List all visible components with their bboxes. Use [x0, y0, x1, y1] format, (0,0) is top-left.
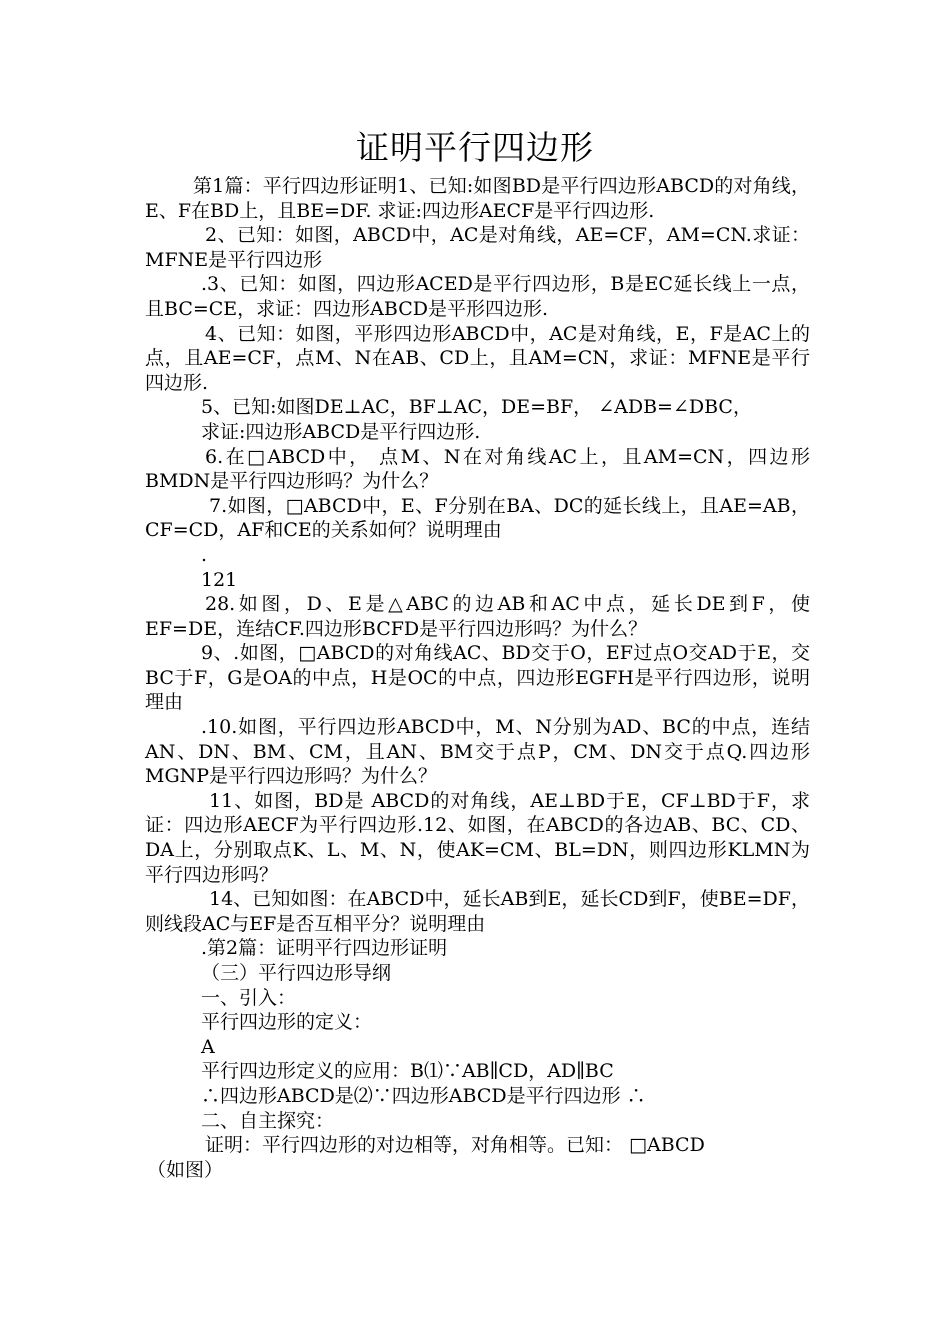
document-body — [145, 174, 810, 1182]
paragraph-3: .3、已知：如图，四边形ACED是平行四边形，B是EC延长线上一点，且BC=CE，求证：四边形ABCD是平形四边形. — [145, 273, 810, 320]
paragraph-19: 平行四边形的定义： — [201, 1011, 373, 1034]
paragraph-16: .第2篇：证明平行四边形证明 — [201, 937, 448, 960]
paragraph-9: . — [201, 543, 208, 566]
paragraph-4: 4、已知：如图，平形四边形ABCD中，AC是对角线，E，F是AC上的点，且AE=CF，点M、N在AB、CD上，且AM=CN，求证：MFNE是平行四边形. — [145, 322, 810, 394]
paragraph-12: 9、.如图，□ABCD的对角线AC、BD交于O，EF过点O交AD于E，交BC于F，G是OA的中点，H是OC的中点，四边形EGFH是平行四边形，说明理由 — [145, 642, 810, 714]
paragraph-17: （三）平行四边形导纲 — [201, 962, 392, 984]
paragraph-23: 二、自主探究： — [201, 1109, 335, 1132]
paragraph-24: 证明：平行四边形的对边相等，对角相等。已知： □ABCD — [205, 1134, 705, 1157]
document-title: 证明平行四边形 — [356, 128, 594, 167]
paragraph-21: 平行四边形定义的应用：B⑴∵AB∥CD，AD∥BC — [201, 1060, 614, 1083]
paragraph-11: 28.如图，D、E是△ABC的边AB和AC中点，延长DE到F，使EF=DE，连结CF.四边形BCFD是平行四边形吗？为什么？ — [145, 593, 810, 640]
paragraph-15: 14、已知如图：在ABCD中，延长AB到E，延长CD到F，使BE=DF，则线段AC与EF是否互相平分？说明理由 — [145, 888, 810, 935]
paragraph-10: 121 — [201, 568, 238, 591]
paragraph-5: 5、已知:如图DE⊥AC，BF⊥AC，DE=BF， ∠ADB=∠DBC， — [201, 396, 752, 419]
paragraph-25: （如图） — [147, 1158, 224, 1181]
paragraph-1: 第1篇：平行四边形证明1、已知:如图BD是平行四边形ABCD的对角线，E、F在BD上，且BE=DF. 求证:四边形AECF是平行四边形. — [145, 175, 810, 222]
paragraph-7: 6.在□ABCD中， 点M、N在对角线AC上，且AM=CN，四边形BMDN是平行四边形吗？为什么？ — [145, 445, 810, 493]
paragraph-18: 一、引入： — [201, 986, 297, 1009]
paragraph-13: .10.如图，平行四边形ABCD中，M、N分别为AD、BC的中点，连结AN、DN、BM、CM，且AN、BM交于点P，CM、DN交于点Q.四边形MGNP是平行四边形吗？为什么？ — [145, 716, 810, 788]
paragraph-14: 11、如图，BD是 ABCD的对角线，AE⊥BD于E，CF⊥BD于F，求证：四边形AECF为平行四边形.12、如图，在ABCD的各边AB、BC、CD、DA上，分别取点K、L、M、N，使AK=CM、BL=DN，则四边形KLMN为平行四边形吗？ — [145, 789, 810, 886]
paragraph-6: 求证:四边形ABCD是平行四边形. — [201, 420, 481, 443]
paragraph-2: 2、已知：如图，ABCD中，AC是对角线，AE=CF，AM=CN.求证：MFNE是平行四边形 — [145, 224, 810, 271]
paragraph-20: A — [201, 1035, 215, 1058]
paragraph-22: ∴四边形ABCD是⑵∵四边形ABCD是平行四边形 ∴ — [201, 1084, 646, 1107]
paragraph-8: 7.如图，□ABCD中，E、F分别在BA、DC的延长线上，且AE=AB，CF=CD，AF和CE的关系如何？说明理由 — [145, 494, 810, 542]
